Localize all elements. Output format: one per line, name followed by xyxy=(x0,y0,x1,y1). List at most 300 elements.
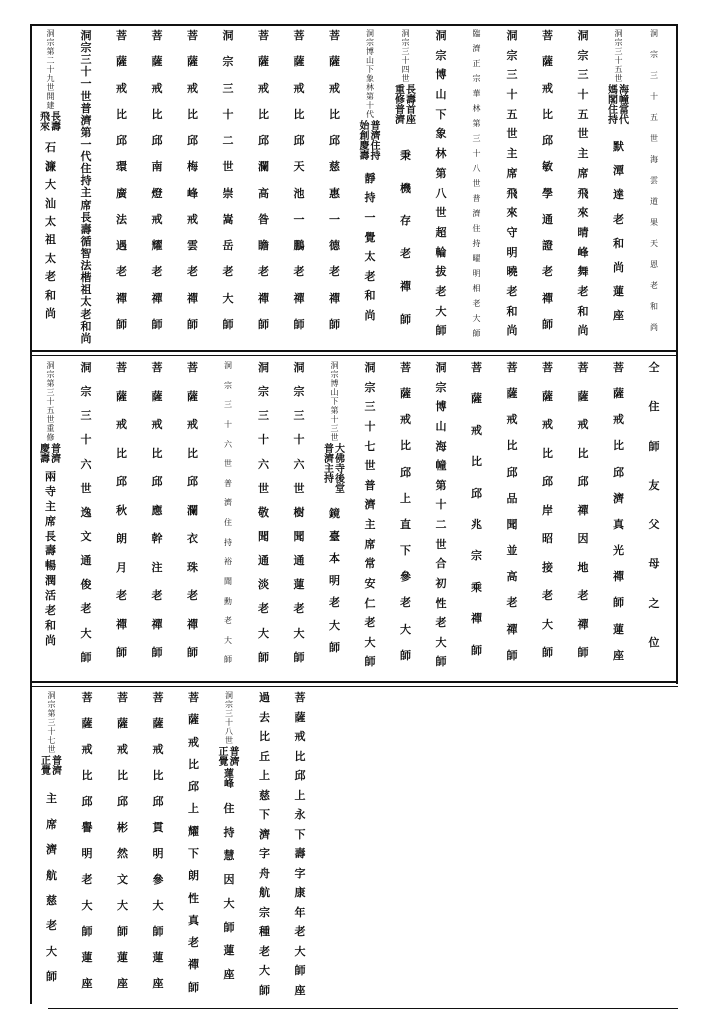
glyph: 昭 xyxy=(542,532,553,546)
glyph: 持 xyxy=(364,191,376,205)
glyph: 老 xyxy=(577,589,589,603)
glyph: 菩 xyxy=(117,691,128,704)
glyph: 戒 xyxy=(293,81,305,95)
glyph: 道 xyxy=(650,197,658,206)
glyph: 持 xyxy=(224,537,232,547)
glyph: 比 xyxy=(506,439,518,453)
glyph: 洞 xyxy=(435,361,447,374)
glyph: 通 xyxy=(258,554,269,568)
glyph: 壽 xyxy=(45,544,56,558)
glyph: 薩 xyxy=(329,55,340,69)
tablet-column xyxy=(496,30,528,345)
glyph: 大 xyxy=(224,635,232,645)
glyph: 一 xyxy=(80,77,92,91)
glyph: 座 xyxy=(152,977,164,990)
glyph: 上 xyxy=(294,788,306,802)
glyph: 佛 xyxy=(335,454,345,465)
glyph: 禪 xyxy=(613,570,624,584)
glyph: 宗 xyxy=(47,700,56,709)
glyph: 父 xyxy=(648,518,660,531)
title-pair-line xyxy=(52,757,62,777)
title-pair-line xyxy=(324,445,334,495)
glyph: 朗 xyxy=(188,869,199,883)
bottom-border xyxy=(48,1008,678,1009)
glyph: 世 xyxy=(435,206,447,220)
glyph: 始 xyxy=(359,121,370,132)
glyph: 尚 xyxy=(80,331,92,345)
glyph: 三 xyxy=(364,400,376,414)
divider-2 xyxy=(30,681,678,683)
glyph: 真 xyxy=(188,913,199,927)
glyph: 宗 xyxy=(366,38,374,47)
glyph: 老 xyxy=(116,265,127,279)
glyph: 重 xyxy=(395,85,405,96)
glyph: 大 xyxy=(259,964,270,977)
glyph: 老 xyxy=(329,596,340,610)
glyph: 座 xyxy=(613,309,624,322)
glyph: 洞 xyxy=(435,29,447,42)
glyph: 主 xyxy=(364,518,376,531)
glyph: 參 xyxy=(152,873,164,886)
glyph: 靜 xyxy=(364,171,376,185)
glyph: 師 xyxy=(81,925,93,938)
glyph: 慈 xyxy=(329,160,340,174)
glyph: 下 xyxy=(259,808,270,821)
glyph: 海 xyxy=(435,439,447,453)
glyph: 林 xyxy=(472,104,481,113)
glyph: 耀 xyxy=(188,824,199,838)
glyph: 二 xyxy=(222,134,234,147)
glyph: 世 xyxy=(258,481,269,495)
glyph: 宗 xyxy=(46,38,55,47)
glyph: 大 xyxy=(542,617,553,631)
glyph: 老 xyxy=(188,936,199,950)
glyph: 明 xyxy=(152,847,164,860)
glyph: 比 xyxy=(471,455,482,469)
glyph: 大 xyxy=(80,626,92,640)
glyph: 邱 xyxy=(116,134,127,147)
glyph: 七 xyxy=(47,736,56,745)
glyph: 戒 xyxy=(506,413,518,427)
glyph: 戒 xyxy=(187,212,198,226)
glyph: 通 xyxy=(80,554,92,568)
glyph: 太 xyxy=(364,250,376,264)
glyph: 六 xyxy=(80,457,92,471)
glyph: 邱 xyxy=(471,486,482,500)
glyph: 慧 xyxy=(223,849,235,863)
glyph: 拔 xyxy=(435,265,447,279)
glyph: 證 xyxy=(542,239,553,252)
glyph: 菩 xyxy=(542,29,553,42)
glyph: 老 xyxy=(45,270,56,284)
glyph: 蓮 xyxy=(117,951,128,964)
glyph: 慶 xyxy=(359,141,370,152)
glyph: 三 xyxy=(401,47,410,56)
glyph: 尚 xyxy=(613,260,624,274)
glyph: 正 xyxy=(472,59,481,68)
glyph: 雲 xyxy=(187,239,198,252)
glyph: 邱 xyxy=(151,134,163,147)
glyph: 博 xyxy=(366,47,374,56)
tablet-column xyxy=(638,30,670,345)
glyph: 大 xyxy=(329,618,340,632)
glyph: 聞 xyxy=(506,517,518,531)
glyph: 十 xyxy=(46,397,55,406)
divider-1b xyxy=(30,355,678,356)
glyph: 邱 xyxy=(400,465,411,479)
glyph: 潤 xyxy=(45,574,56,588)
glyph: 宗 xyxy=(225,700,233,709)
glyph: 戒 xyxy=(258,81,269,95)
glyph: 師 xyxy=(364,655,376,669)
glyph: 潭 xyxy=(613,164,624,178)
glyph: 第 xyxy=(46,47,55,56)
glyph: 住 xyxy=(224,518,232,527)
divider-2b xyxy=(30,686,678,687)
tablet-column xyxy=(319,362,351,676)
glyph: 逸 xyxy=(80,505,92,519)
tablet-column xyxy=(461,362,493,676)
tablet-column xyxy=(603,362,635,676)
glyph: 邱 xyxy=(187,134,198,147)
glyph: 邱 xyxy=(506,465,518,479)
glyph: 邱 xyxy=(152,795,164,808)
glyph: 世 xyxy=(46,415,55,424)
glyph: 三 xyxy=(472,134,481,143)
glyph: 禪 xyxy=(293,291,305,305)
glyph: 師 xyxy=(259,983,270,997)
tablet-column xyxy=(354,362,386,676)
glyph: 世 xyxy=(614,74,623,83)
glyph: 下 xyxy=(330,397,339,406)
glyph: 戒 xyxy=(471,423,482,437)
glyph: 超 xyxy=(435,225,447,239)
glyph: 薩 xyxy=(151,389,163,403)
glyph: 尚 xyxy=(577,324,589,338)
glyph: 開 xyxy=(46,92,55,101)
glyph: 幢 xyxy=(619,95,629,106)
glyph: 代 xyxy=(80,150,92,164)
tablet-column xyxy=(567,30,599,345)
glyph: 上 xyxy=(188,802,199,816)
glyph: 菩 xyxy=(152,691,164,704)
glyph: 戒 xyxy=(116,418,127,432)
glyph: 老 xyxy=(400,247,411,261)
glyph: 尚 xyxy=(650,323,658,332)
glyph: 林 xyxy=(366,83,374,92)
glyph: 菩 xyxy=(188,691,199,704)
glyph: 大 xyxy=(335,444,345,455)
tablet-column xyxy=(106,362,138,676)
glyph: 老 xyxy=(542,265,553,279)
title-pair-line xyxy=(219,748,229,768)
glyph: 主 xyxy=(45,499,56,513)
glyph: 六 xyxy=(293,457,305,471)
glyph: 席 xyxy=(80,198,92,212)
glyph: 師 xyxy=(116,646,127,660)
glyph: 後 xyxy=(335,474,345,485)
glyph: 宗 xyxy=(471,549,482,563)
glyph: 智 xyxy=(80,246,92,260)
glyph: 薩 xyxy=(151,55,163,69)
glyph: 聞 xyxy=(293,529,305,543)
glyph: 濟 xyxy=(613,491,624,505)
glyph: 岳 xyxy=(222,239,234,252)
glyph: 師 xyxy=(224,655,232,665)
glyph: 十 xyxy=(80,433,92,447)
glyph: 世 xyxy=(47,745,56,754)
glyph: 洞 xyxy=(225,691,233,700)
glyph: 大 xyxy=(293,626,305,640)
glyph: 持 xyxy=(370,151,381,162)
glyph: 戒 xyxy=(577,418,589,432)
glyph: 和 xyxy=(364,289,376,303)
glyph: 洞 xyxy=(293,361,305,374)
title-pair-line xyxy=(406,86,416,126)
glyph: 瞻 xyxy=(258,239,269,252)
glyph: 本 xyxy=(329,551,340,565)
glyph: 輪 xyxy=(435,245,447,259)
glyph: 比 xyxy=(259,730,270,743)
right-border xyxy=(676,24,678,684)
glyph: 師 xyxy=(613,596,624,610)
glyph: 和 xyxy=(45,618,56,632)
glyph: 師 xyxy=(329,317,340,331)
glyph: 師 xyxy=(223,920,235,934)
glyph: 譽 xyxy=(81,821,93,834)
glyph: 長 xyxy=(51,112,61,123)
glyph: 俊 xyxy=(80,578,92,592)
glyph: 戒 xyxy=(151,81,163,95)
glyph: 堂 xyxy=(335,484,345,495)
glyph: 濟 xyxy=(324,454,334,465)
glyph: 媽 xyxy=(608,85,618,96)
glyph: 貫 xyxy=(152,821,164,834)
glyph: 菩 xyxy=(258,29,269,42)
glyph: 長 xyxy=(406,85,416,96)
glyph: 應 xyxy=(151,503,163,517)
glyph: 五 xyxy=(46,406,55,415)
glyph: 世 xyxy=(472,179,481,188)
glyph: 戒 xyxy=(116,81,127,95)
glyph: 一 xyxy=(80,137,92,151)
glyph: 性 xyxy=(188,891,199,905)
glyph: 普 xyxy=(324,444,334,455)
glyph: 七 xyxy=(364,439,376,453)
glyph: 第 xyxy=(80,125,92,139)
tablet-column xyxy=(141,30,173,345)
glyph: 大 xyxy=(258,626,269,640)
glyph: 五 xyxy=(577,107,589,121)
glyph: 相 xyxy=(472,284,481,293)
glyph: 宗 xyxy=(650,50,658,59)
glyph: 戒 xyxy=(329,81,340,95)
glyph: 母 xyxy=(648,557,660,571)
glyph: 兆 xyxy=(471,517,482,531)
glyph: 座 xyxy=(613,648,624,662)
glyph: 瀾 xyxy=(258,160,269,174)
glyph: 大 xyxy=(81,899,93,912)
glyph: 和 xyxy=(613,236,624,250)
glyph: 三 xyxy=(46,388,55,397)
tablet-column xyxy=(248,362,280,676)
glyph: 九 xyxy=(46,74,55,83)
glyph: 師 xyxy=(400,648,411,662)
glyph: 老 xyxy=(506,596,518,610)
glyph: 比 xyxy=(151,107,163,121)
tablet-column xyxy=(213,692,245,1004)
title-pair xyxy=(219,748,240,768)
glyph: 大 xyxy=(435,635,447,649)
glyph: 尚 xyxy=(364,309,376,322)
glyph: 比 xyxy=(117,769,128,782)
glyph: 師 xyxy=(329,640,340,654)
glyph: 敏 xyxy=(542,160,553,174)
glyph: 鏡 xyxy=(329,507,340,521)
glyph: 座 xyxy=(294,983,306,997)
glyph: 宗 xyxy=(435,380,447,394)
glyph: 樹 xyxy=(293,505,305,519)
title-pair-line xyxy=(41,757,51,777)
glyph: 戒 xyxy=(542,418,553,432)
glyph: 十 xyxy=(80,65,92,79)
glyph: 濟 xyxy=(80,113,92,127)
glyph: 六 xyxy=(258,457,269,471)
glyph: 十 xyxy=(650,92,658,101)
glyph: 邱 xyxy=(613,465,624,479)
glyph: 曜 xyxy=(472,254,481,263)
glyph: 座 xyxy=(117,977,128,990)
glyph: 邱 xyxy=(294,769,306,782)
glyph: 大 xyxy=(364,635,376,649)
glyph: 覺 xyxy=(218,757,229,768)
glyph: 兩 xyxy=(45,469,56,483)
glyph: 禪 xyxy=(187,617,198,631)
glyph: 敬 xyxy=(258,505,269,519)
glyph: 活 xyxy=(45,589,56,603)
glyph: 蓮 xyxy=(293,578,305,592)
glyph: 修 xyxy=(395,95,405,106)
glyph: 禪 xyxy=(116,291,127,305)
glyph: 大 xyxy=(435,304,447,318)
glyph: 大 xyxy=(222,291,234,305)
glyph: 薩 xyxy=(187,389,198,403)
glyph: 師 xyxy=(542,317,553,331)
tablet-column xyxy=(177,30,209,345)
glyph: 老 xyxy=(650,281,658,290)
glyph: 三 xyxy=(577,68,589,82)
glyph: 師 xyxy=(293,650,305,664)
tablet-column xyxy=(178,692,210,1004)
glyph: 合 xyxy=(435,557,447,571)
glyph: 濟 xyxy=(472,209,481,218)
glyph: 主 xyxy=(506,147,518,161)
glyph: 飛 xyxy=(506,186,518,200)
glyph: 菩 xyxy=(294,691,306,704)
glyph: 三 xyxy=(80,53,92,67)
glyph: 並 xyxy=(506,544,518,558)
glyph: 永 xyxy=(294,808,306,821)
glyph: 老 xyxy=(435,284,447,298)
glyph: 當 xyxy=(619,105,629,116)
glyph: 修 xyxy=(46,433,55,442)
glyph: 洞 xyxy=(47,691,56,700)
glyph: 菩 xyxy=(293,29,305,42)
glyph: 宗 xyxy=(259,905,270,919)
glyph: 初 xyxy=(435,576,447,590)
glyph: 洞 xyxy=(330,361,339,370)
glyph: 菩 xyxy=(613,361,624,374)
glyph: 邱 xyxy=(293,134,305,147)
title-pair-line xyxy=(360,122,370,162)
glyph: 舟 xyxy=(259,866,270,880)
glyph: 珠 xyxy=(187,560,198,574)
glyph: 然 xyxy=(117,847,128,860)
title-pair-line xyxy=(230,748,240,768)
glyph: 注 xyxy=(151,560,163,574)
top-border xyxy=(30,24,678,26)
glyph: 薩 xyxy=(152,717,164,730)
glyph: 十 xyxy=(435,498,447,512)
glyph: 戒 xyxy=(187,81,198,95)
glyph: 南 xyxy=(151,160,163,174)
glyph: 世 xyxy=(224,459,232,469)
glyph: 明 xyxy=(329,574,340,588)
glyph: 戒 xyxy=(81,743,93,756)
glyph: 師 xyxy=(151,646,163,660)
glyph: 老 xyxy=(187,589,198,603)
glyph: 席 xyxy=(364,537,376,551)
glyph: 上 xyxy=(400,491,411,505)
glyph: 十 xyxy=(330,415,339,424)
glyph: 普 xyxy=(224,478,232,488)
glyph: 第 xyxy=(366,92,374,101)
glyph: 祖 xyxy=(45,233,56,247)
glyph: 世 xyxy=(330,433,339,442)
glyph: 師 xyxy=(648,439,660,453)
glyph: 四 xyxy=(401,65,410,74)
glyph: 邱 xyxy=(117,795,128,808)
glyph: 三 xyxy=(222,81,234,95)
glyph: 大 xyxy=(294,944,306,958)
glyph: 菩 xyxy=(542,361,553,374)
glyph: 宗 xyxy=(258,385,269,399)
glyph: 邱 xyxy=(188,780,199,794)
glyph: 洞 xyxy=(46,29,55,38)
title-pair xyxy=(40,113,61,133)
glyph: 蓮 xyxy=(224,769,234,780)
glyph: 師 xyxy=(577,646,589,660)
glyph: 通 xyxy=(542,212,553,226)
glyph: 師 xyxy=(258,650,269,664)
glyph: 來 xyxy=(506,206,518,220)
glyph: 老 xyxy=(293,602,305,616)
glyph: 洞 xyxy=(258,361,269,374)
glyph: 華 xyxy=(472,89,481,98)
glyph: 瀾 xyxy=(187,503,198,517)
glyph: 八 xyxy=(472,164,481,173)
glyph: 十 xyxy=(614,56,623,65)
glyph: 仝 xyxy=(648,361,660,374)
title-pair xyxy=(41,757,62,777)
glyph: 海 xyxy=(619,85,629,96)
glyph: 默 xyxy=(613,140,624,154)
glyph: 太 xyxy=(45,251,56,265)
tablet-column xyxy=(70,362,102,676)
glyph: 三 xyxy=(47,718,56,727)
glyph: 戒 xyxy=(151,212,163,226)
glyph: 光 xyxy=(613,544,624,558)
